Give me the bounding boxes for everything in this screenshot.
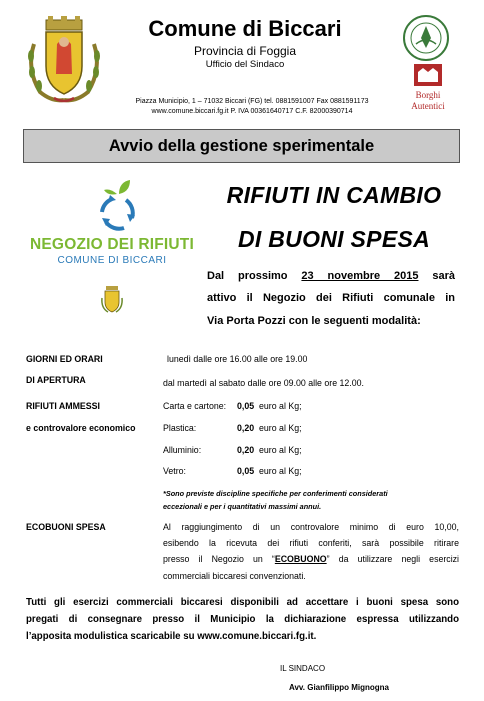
material-price: 0,05 — [237, 466, 255, 476]
hours-label: GIORNI ED ORARI — [26, 354, 103, 364]
ecobuoni-line: Al raggiungimento di un controvalore minimo di euro 10,00, — [163, 522, 459, 532]
hours-value: dal martedì al sabato dalle ore 09.00 alle ore 12.00. — [163, 378, 364, 388]
waste-label: e controvalore economico — [26, 423, 136, 433]
small-crest-icon — [100, 284, 124, 314]
material-price: 0,05 — [237, 401, 255, 411]
material-unit: euro al Kg; — [259, 445, 302, 455]
footer-line: Tutti gli esercizi commerciali biccaresi disponibili ad accettare i buoni spesa sono — [26, 597, 459, 608]
material-price: 0,20 — [237, 423, 255, 433]
signature-name: Avv. Gianfilippo Mignogna — [289, 683, 389, 692]
hours-label: DI APERTURA — [26, 375, 86, 385]
ecobuoni-label: ECOBUONI SPESA — [26, 522, 106, 532]
province-label: Provincia di Foggia — [193, 44, 297, 58]
ecobuono-term: ECOBUONO — [274, 554, 327, 564]
note-line: eccezionali e per i quantitativi massimi annui. — [163, 502, 322, 511]
svg-text:Autentici: Autentici — [411, 101, 445, 111]
material-name: Carta e cartone: — [163, 401, 227, 411]
recycle-leaf-icon — [92, 178, 144, 234]
municipal-crest-icon — [22, 14, 106, 106]
note-line: *Sono previste discipline specifiche per conferimenti considerati — [163, 489, 388, 498]
intro-line: Via Porta Pozzi con le seguenti modalità: — [207, 315, 421, 327]
cittaslow-logo-icon — [402, 14, 450, 62]
footer-line: l’apposita modulistica scaricabile su www.comune.biccari.fg.it. — [26, 631, 317, 642]
ecobuoni-line: commerciali biccaresi convenzionati. — [163, 571, 306, 581]
intro-line: attivo il Negozio dei Rifiuti comunale in — [207, 292, 455, 304]
ecobuoni-line: presso il Negozio un “ECOBUONO” da utilizzare negli esercizi — [163, 554, 459, 564]
footer-line: pregati di consegnare presso il Municipio la dichiarazione espressa utilizzando — [26, 614, 459, 625]
material-name: Plastica: — [163, 423, 197, 433]
borghi-autentici-logo-icon — [396, 60, 460, 118]
headline-line1: RIFIUTI IN CAMBIO — [226, 182, 442, 208]
svg-text:Borghi: Borghi — [415, 90, 441, 100]
contact-line: www.comune.biccari.fg.it P. IVA 00361640717 C.F. 82000390714 — [151, 108, 353, 115]
logo-subtitle: COMUNE DI BICCARI — [57, 255, 167, 266]
address-line: Piazza Municipio, 1 – 71032 Biccari (FG) tel. 0881591007 Fax 0881591173 — [135, 98, 369, 105]
title-banner — [23, 129, 460, 163]
material-unit: euro al Kg; — [259, 401, 302, 411]
ecobuoni-line: esibendo la ricevuta dei rifiuti conferiti, sarà possibile ritirare — [163, 538, 459, 548]
material-unit: euro al Kg; — [259, 423, 302, 433]
signature-role: IL SINDACO — [280, 664, 326, 673]
banner-text: Avvio della gestione sperimentale — [108, 137, 375, 155]
material-name: Vetro: — [163, 466, 186, 476]
material-price: 0,20 — [237, 445, 255, 455]
office-label: Ufficio del Sindaco — [205, 59, 285, 70]
hours-value: lunedì dalle ore 16.00 alle ore 19.00 — [167, 354, 308, 364]
material-name: Alluminio: — [163, 445, 202, 455]
logo-name: NEGOZIO DEI RIFIUTI — [30, 236, 194, 253]
intro-line: Dal prossimo 23 novembre 2015 sarà — [207, 270, 456, 282]
material-unit: euro al Kg; — [259, 466, 302, 476]
page-title: Comune di Biccari — [148, 16, 342, 41]
start-date: 23 novembre 2015 — [301, 270, 419, 282]
waste-label: RIFIUTI AMMESSI — [26, 401, 100, 411]
headline-line2: DI BUONI SPESA — [237, 226, 431, 252]
